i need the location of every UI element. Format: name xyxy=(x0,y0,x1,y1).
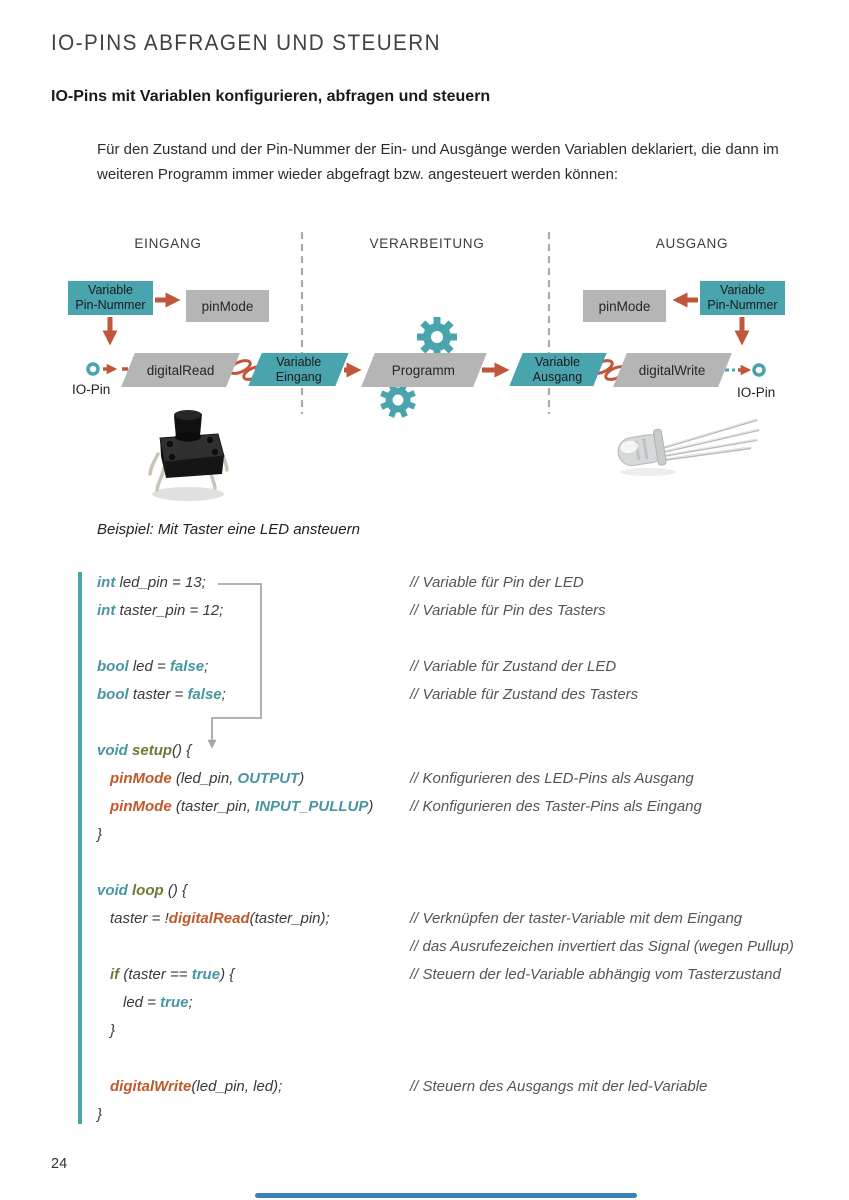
code-line: int taster_pin = 12; // Variable für Pin des Tasters xyxy=(97,597,842,625)
gear-icon-top xyxy=(417,317,457,357)
io-pin-left-icon xyxy=(88,364,98,374)
io-pin-label-right: IO-Pin xyxy=(737,385,776,400)
led-photo xyxy=(615,419,758,476)
code-comment: // Konfigurieren des LED-Pins als Ausgang xyxy=(410,770,694,787)
io-pin-right-icon xyxy=(754,365,764,375)
code-line: pinMode (led_pin, OUTPUT) // Konfigurieren des LED-Pins als Ausgang xyxy=(97,765,842,793)
push-button-photo xyxy=(150,410,227,501)
code-comment: // Variable für Zustand der LED xyxy=(410,658,617,675)
code-line xyxy=(97,1045,842,1073)
node-digitalread: digitalRead xyxy=(121,353,240,387)
code-lines xyxy=(97,569,842,1129)
node-pinmode-left: pinMode xyxy=(186,290,269,322)
example-caption: Beispiel: Mit Taster eine LED ansteuern xyxy=(97,521,360,538)
intro-line-1: Für den Zustand und der Pin-Nummer der Ein- und Ausgänge werden Variablen deklariert, die dann im xyxy=(97,141,779,158)
code-line: int led_pin = 13; // Variable für Pin der LED xyxy=(97,569,842,597)
code-line: pinMode (taster_pin, INPUT_PULLUP) // Konfigurieren des Taster-Pins als Eingang xyxy=(97,793,842,821)
node-variable-eingang: Variable Eingang xyxy=(248,353,348,386)
code-comment: // Verknüpfen der taster-Variable mit dem Eingang xyxy=(410,910,743,927)
code-comment: // das Ausrufezeichen invertiert das Signal (wegen Pullup) xyxy=(410,938,794,955)
code-line: bool led = false; // Variable für Zustand der LED xyxy=(97,653,842,681)
code-line xyxy=(97,933,842,961)
node-digitalwrite: digitalWrite xyxy=(613,353,732,387)
intro-line-2: weiteren Programm immer wieder abgefragt bzw. angesteuert werden können: xyxy=(97,166,619,183)
code-line: bool taster = false; // Variable für Zustand des Tasters xyxy=(97,681,842,709)
node-variable-pin-nummer-left: Variable Pin-Nummer xyxy=(68,281,153,315)
code-line: if (taster == true) { // Steuern der led-Variable abhängig vom Tasterzustand xyxy=(97,961,842,989)
io-pin-label-left: IO-Pin xyxy=(72,382,111,397)
node-pinmode-right: pinMode xyxy=(583,290,666,322)
node-variable-pin-nummer-right: Variable Pin-Nummer xyxy=(700,281,785,315)
node-variable-ausgang: Variable Ausgang xyxy=(509,353,606,386)
io-pin-right-connector xyxy=(725,365,764,375)
code-comment: // Variable für Pin der LED xyxy=(410,574,584,591)
code-line xyxy=(97,849,842,877)
code-line xyxy=(97,709,842,737)
code-line: led = true; xyxy=(123,994,193,1011)
code-line: digitalWrite(led_pin, led); // Steuern des Ausgangs mit der led-Variable xyxy=(97,1073,842,1101)
code-line: } xyxy=(110,1022,116,1039)
code-comment: // Variable für Pin des Tasters xyxy=(410,602,606,619)
page-title: IO-PINS ABFRAGEN UND STEUERN xyxy=(51,30,441,55)
node-programm: Programm xyxy=(361,353,487,387)
code-accent-bar xyxy=(78,572,82,1124)
footer-accent-bar xyxy=(255,1193,637,1198)
code-comment: // Steuern der led-Variable abhängig vom Tasterzustand xyxy=(410,966,781,983)
intro-paragraph xyxy=(97,137,817,187)
section-label-ausgang: AUSGANG xyxy=(655,236,729,251)
page-number: 24 xyxy=(51,1156,68,1172)
code-comment: // Steuern des Ausgangs mit der led-Variable xyxy=(410,1078,708,1095)
code-line: taster = !digitalRead(taster_pin); // Verknüpfen der taster-Variable mit dem Eingang xyxy=(97,905,842,933)
code-line: void loop () { xyxy=(97,882,188,899)
section-label-verarbeitung: VERARBEITUNG xyxy=(369,236,485,251)
code-line: void setup() { xyxy=(97,742,192,759)
code-line xyxy=(97,625,842,653)
section-label-eingang: EINGANG xyxy=(134,236,202,251)
code-line: } xyxy=(97,826,103,843)
section-subtitle: IO-Pins mit Variablen konfigurieren, abfragen und steuern xyxy=(51,88,491,105)
code-comment: // Konfigurieren des Taster-Pins als Eingang xyxy=(410,798,702,815)
code-comment: // Variable für Zustand des Tasters xyxy=(410,686,639,703)
io-pin-left-connector xyxy=(88,364,128,374)
code-line: } xyxy=(97,1106,103,1123)
